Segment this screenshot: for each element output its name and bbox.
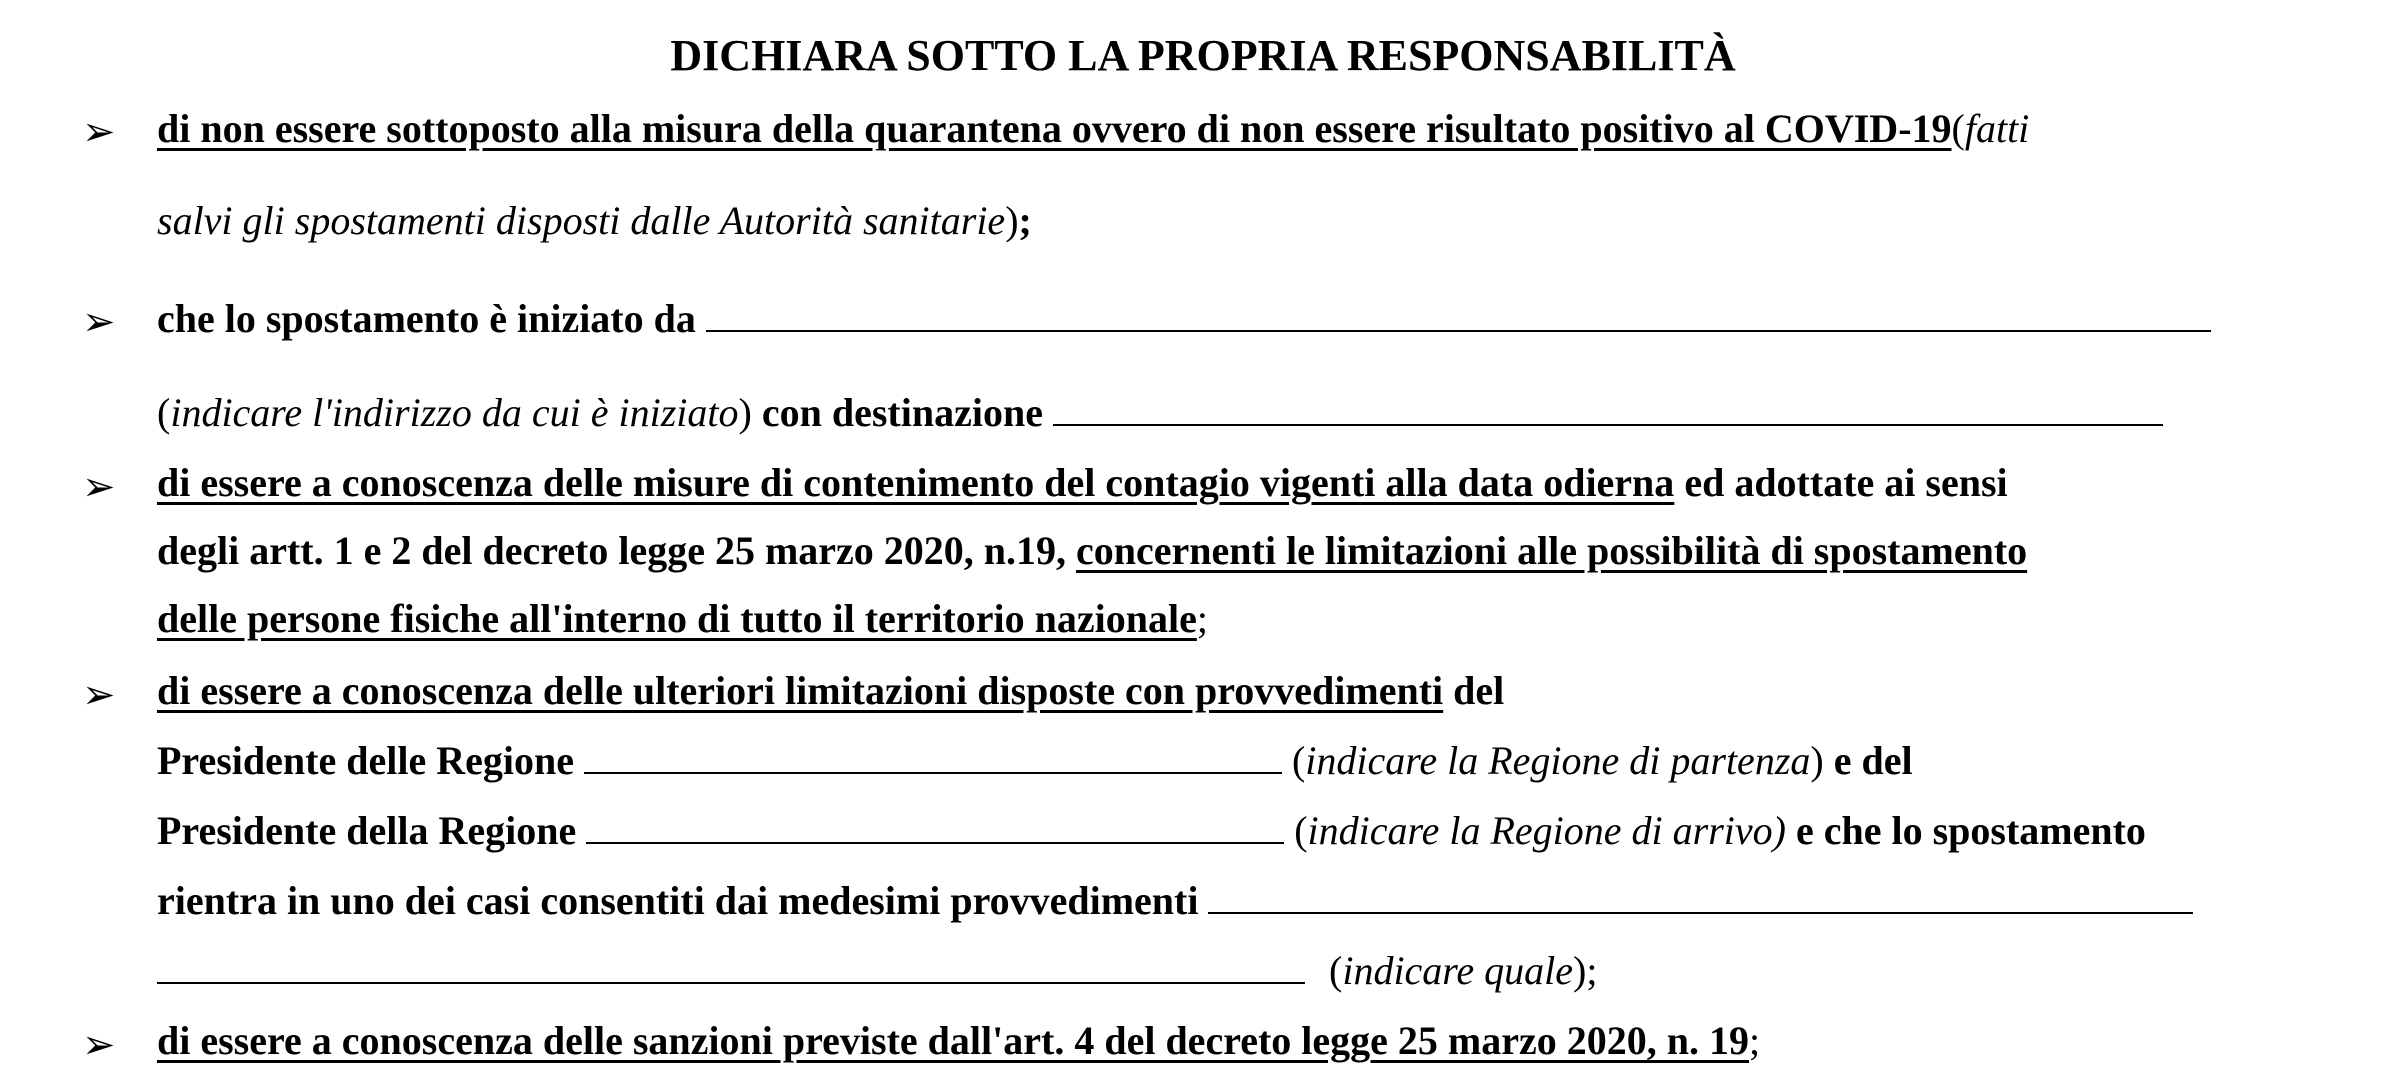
item4-line1: di essere a conoscenza delle ulteriori limitazioni disposte con provvedimenti del <box>157 668 1505 713</box>
item1-statement: di non essere sottoposto alla misura della quarantena ovvero di non essere risultato positivo al COVID-19 <box>157 106 1952 151</box>
bullet-arrow-icon: ➢ <box>82 464 116 509</box>
destination-field[interactable] <box>1053 390 2163 426</box>
item3-line3: delle persone fisiche all'interno di tutto il territorio nazionale; <box>157 596 1208 641</box>
allowed-case-field[interactable] <box>1208 878 2193 914</box>
declaration-heading: DICHIARA SOTTO LA PROPRIA RESPONSABILITÀ <box>670 31 1736 80</box>
item3-line1: di essere a conoscenza delle misure di contenimento del contagio vigenti alla data odierna ed adottate ai sensi <box>157 460 2008 505</box>
item4-line2: Presidente delle Regione (indicare la Regione di partenza) e del <box>157 738 1913 783</box>
item2-hint: indicare l'indirizzo da cui è iniziato <box>170 390 739 435</box>
item2-origin-label: che lo spostamento è iniziato da <box>157 296 696 341</box>
departure-region-field[interactable] <box>584 738 1282 774</box>
item2-line1 <box>157 296 2211 342</box>
bullet-arrow-icon: ➢ <box>82 672 116 717</box>
departure-region-hint: indicare la Regione di partenza <box>1305 738 1811 783</box>
item3-line2 <box>157 528 2027 574</box>
item3-law-ref: degli artt. 1 e 2 del decreto legge 25 marzo 2020, n.19, <box>157 528 1077 573</box>
item1-italic-a: fatti <box>1964 106 2030 151</box>
item4-line5: (indicare quale); <box>157 948 1597 994</box>
allowed-case-field-continued[interactable] <box>157 948 1305 984</box>
item3-statement-a: di essere a conoscenza delle misure di contenimento del contagio vigenti alla data odierna <box>157 460 1675 505</box>
item1-line1: di non essere sottoposto alla misura della quarantena ovvero di non essere risultato positivo al COVID-19(fatti <box>157 106 2030 151</box>
arrival-president-label: Presidente della Regione <box>157 808 577 853</box>
bullet-arrow-icon: ➢ <box>82 109 116 154</box>
item1-line2: salvi gli spostamenti disposti dalle Autorità sanitarie); <box>157 198 1032 243</box>
item5-statement: di essere a conoscenza delle sanzioni previste dall'art. 4 del decreto legge 25 marzo 2020, n. 19 <box>157 1018 1749 1063</box>
item4-statement: di essere a conoscenza delle ulteriori limitazioni disposte con provvedimenti <box>157 668 1444 713</box>
item4-line4 <box>157 878 2193 924</box>
departure-president-label: Presidente delle Regione <box>157 738 574 783</box>
item1-italic-b: salvi gli spostamenti disposti dalle Autorità sanitarie <box>157 198 1006 243</box>
item3-statement-c: delle persone fisiche all'interno di tutto il territorio nazionale <box>157 596 1197 641</box>
item5-line1: di essere a conoscenza delle sanzioni previste dall'art. 4 del decreto legge 25 marzo 2020, n. 19; <box>157 1018 1761 1063</box>
allowed-case-hint: indicare quale <box>1342 948 1574 993</box>
arrival-region-hint: indicare la Regione di arrivo) <box>1307 808 1786 853</box>
bullet-arrow-icon: ➢ <box>82 299 116 344</box>
item2-destination-label: con destinazione <box>761 390 1043 435</box>
allowed-cases-label: rientra in uno dei casi consentiti dai medesimi provvedimenti <box>157 878 1199 923</box>
bullet-arrow-icon: ➢ <box>82 1022 116 1067</box>
item3-statement-b: concernenti le limitazioni alle possibilità di spostamento <box>1076 528 2028 573</box>
item2-line2: (indicare l'indirizzo da cui è iniziato) con destinazione <box>157 390 2163 436</box>
item4-line3: Presidente della Regione (indicare la Regione di arrivo) e che lo spostamento <box>157 808 2146 853</box>
origin-address-field[interactable] <box>706 296 2211 332</box>
arrival-region-field[interactable] <box>586 808 1284 844</box>
